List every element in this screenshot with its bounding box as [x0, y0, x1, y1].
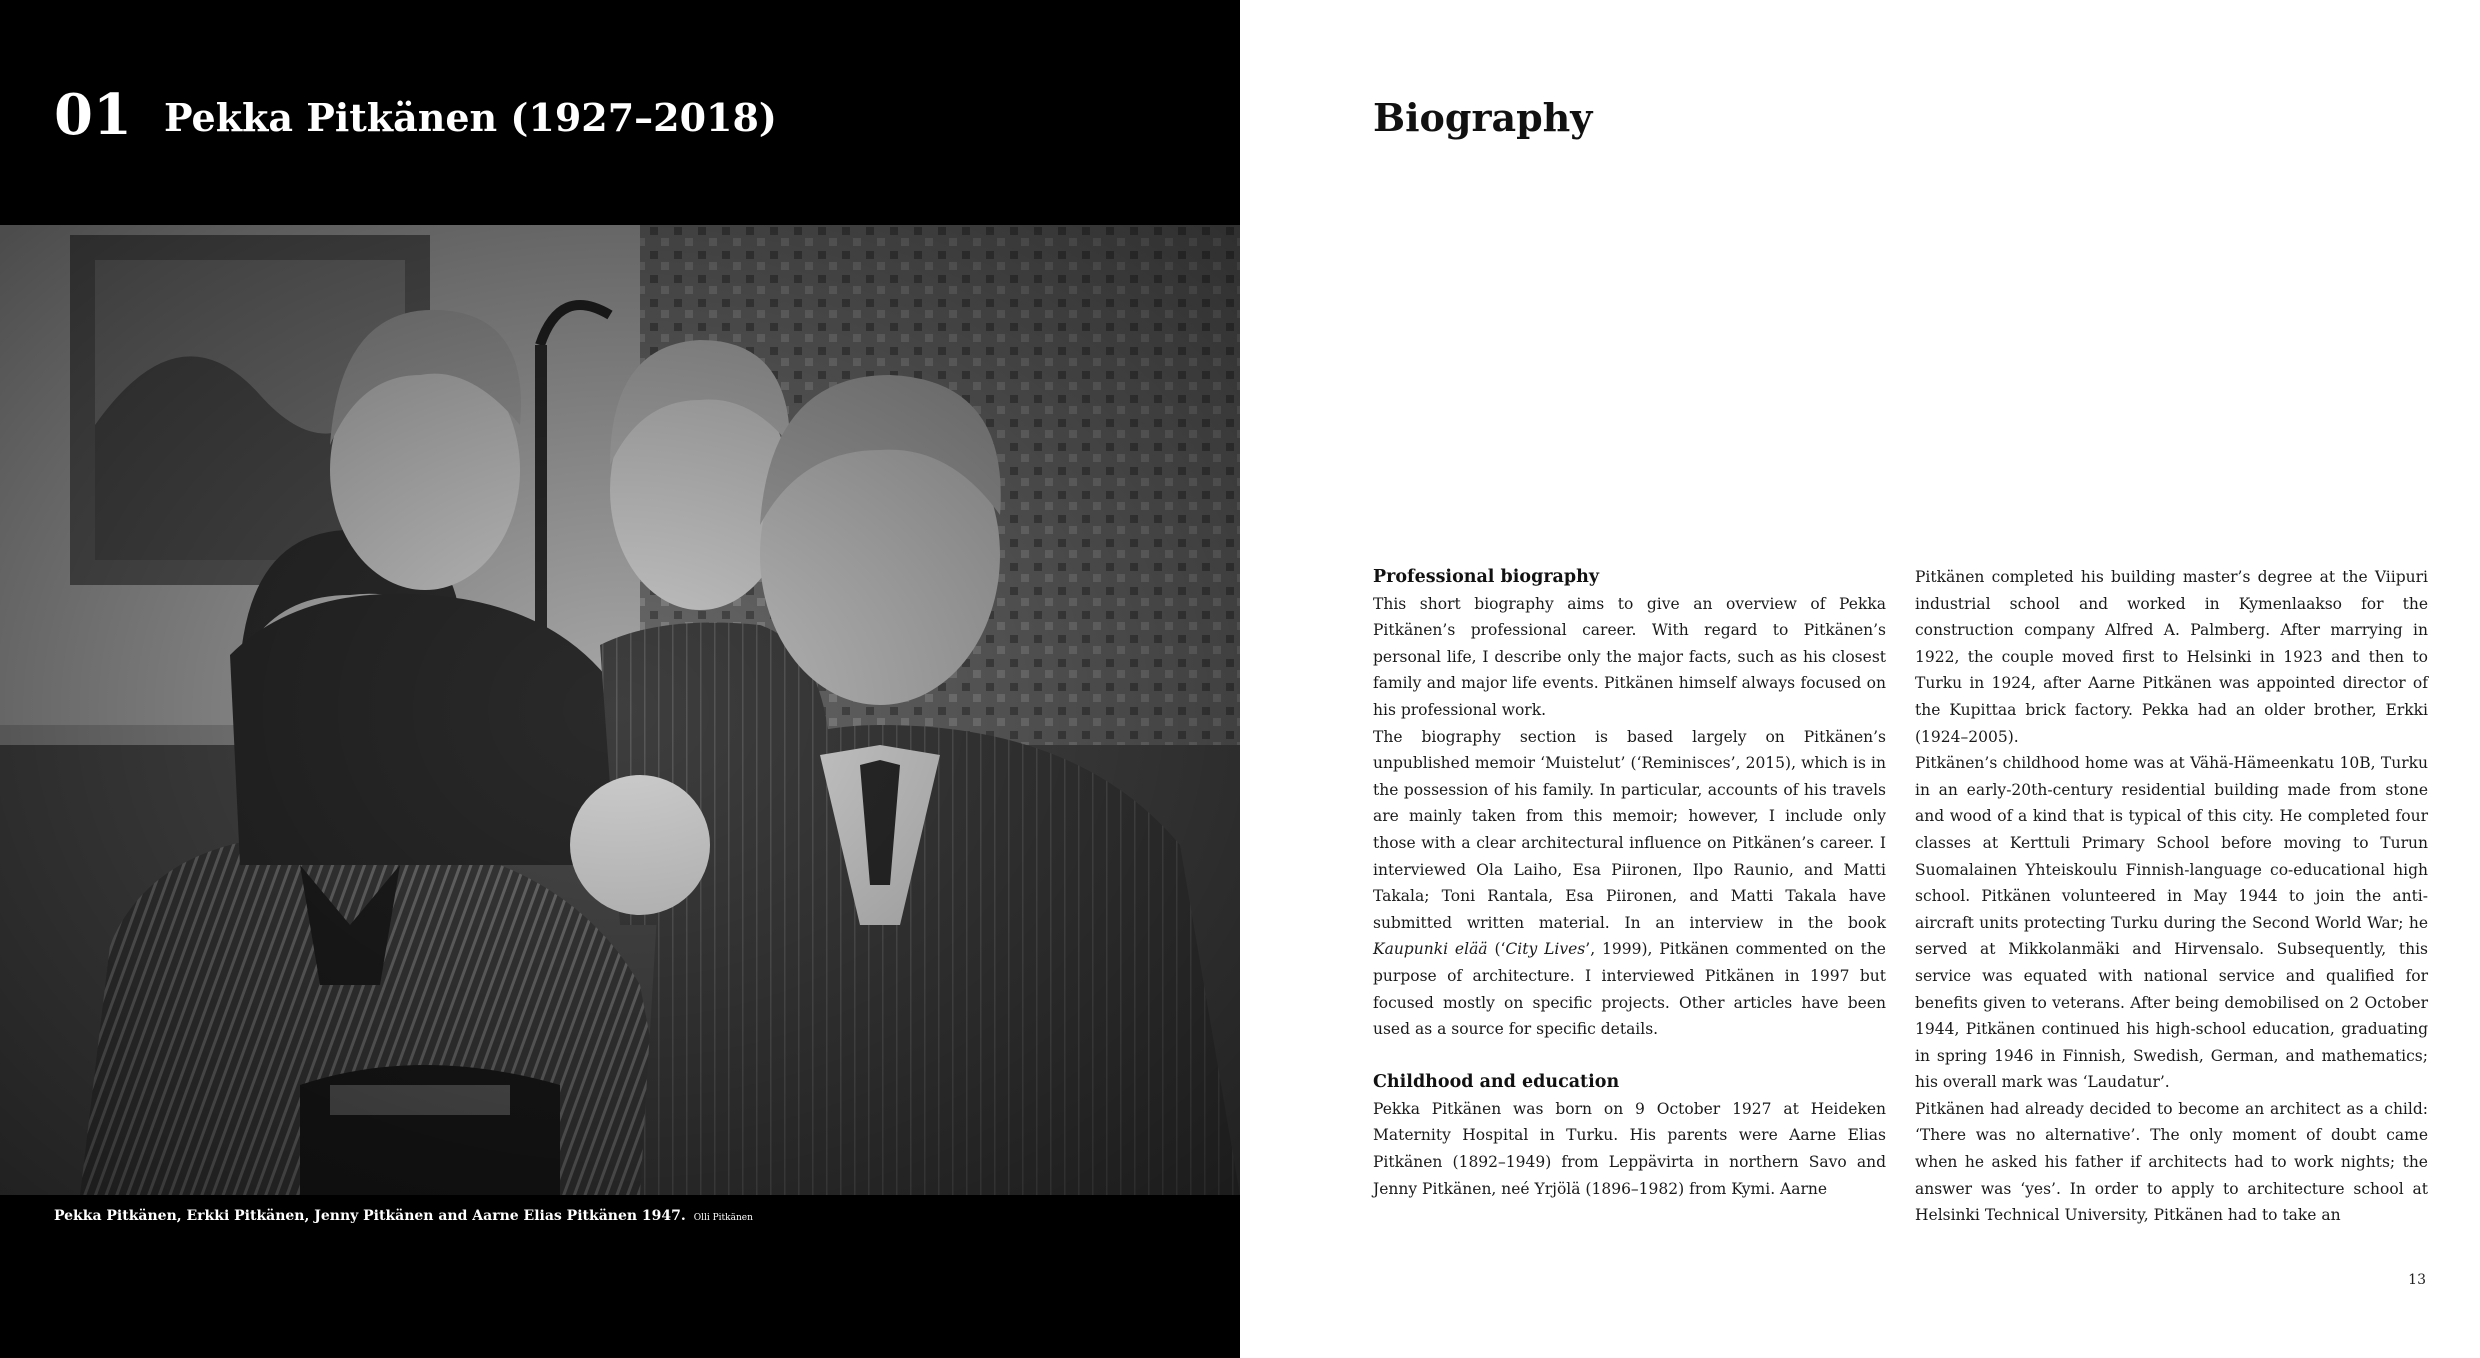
paragraph: Pekka Pitkänen was born on 9 October 1927 at Heideken Maternity Hospital in Turku. His parents were Aarne Elias Pitkänen (1892–1949) from Leppävirta in northern Savo and Jenny Pitkänen, neé Yrjölä (1896–1982) from Kymi. Aarne — [1373, 1099, 1886, 1198]
paragraph: Pitkänen’s childhood home was at Vähä-Hämeenkatu 10B, Turku in an early-20th-century residential building made from stone and wood of a kind that is typical of this city. He completed four classes at Kerttuli Primary School before moving to Turun Suomalainen Yhteiskoulu Finnish-language co-educational high school. Pitkänen volunteered in May 1944 to join the anti-aircraft units protecting Turku during the Second World War; he served at Mikkolanmäki and Hirvensalo. Subsequently, this service was equated with national service and qualified for benefits given to veterans. After being demobilised on 2 October 1944, Pitkänen continued his high-school education, graduating in spring 1946 in Finnish, Swedish, German, and mathematics; his overall mark was ‘Laudatur’. — [1915, 754, 2428, 1092]
paragraph — [1373, 724, 1886, 1043]
section-title-professional-biography: Professional biography — [1373, 567, 1600, 587]
photo-caption-text: Pekka Pitkänen, Erkki Pitkänen, Jenny Pitkänen and Aarne Elias Pitkänen 1947. — [54, 1208, 686, 1224]
text-column-2 — [1915, 564, 2428, 1229]
paragraph-text: (‘ — [1487, 940, 1506, 959]
family-photo — [0, 225, 1240, 1195]
chapter-title: Pekka Pitkänen (1927–2018) — [164, 95, 777, 140]
paragraph-text: The biography section is based largely on Pitkänen’s unpublished memoir ‘Muistelut’ (‘Reminisces’, 2015), which is in the possession of his family. In particular, accounts of his travels are mainly taken from this memoir; however, I include only those with a clear architectural influence on Pitkänen’s career. I interviewed Ola Laiho, Esa Piironen, Ilpo Raunio, and Matti Takala; Toni Rantala, Esa Piironen, and Matti Takala have submitted written material. In an interview in the book — [1373, 727, 1886, 932]
paragraph: Pitkänen completed his building master’s degree at the Viipuri industrial school and worked in Kymenlaakso for the construction company Alfred A. Palmberg. After marrying in 1922, the couple moved first to Helsinki in 1923 and then to Turku in 1924, after Aarne Pitkänen was appointed director of the Kupittaa brick factory. Pekka had an older brother, Erkki (1924–2005). — [1915, 568, 2428, 746]
paragraph: This short biography aims to give an overview of Pekka Pitkänen’s professional career. With regard to Pitkänen’s personal life, I describe only the major facts, such as his closest family and major life events. Pitkänen himself always focused on his professional work. — [1373, 594, 1886, 719]
photo-credit: Olli Pitkänen — [693, 1213, 753, 1223]
black-and-white-family-photo-icon — [0, 225, 1240, 1195]
text-columns — [1373, 564, 2428, 1229]
photo-caption — [54, 1208, 753, 1224]
spacer — [1373, 1043, 1886, 1070]
chapter-number: 01 — [54, 82, 132, 148]
book-title: Kaupunki elää — [1373, 940, 1488, 959]
right-page — [1240, 0, 2480, 1358]
page-heading: Biography — [1373, 95, 1593, 140]
paragraph: Pitkänen had already decided to become an architect as a child: ‘There was no alternative’. The only moment of doubt came when he asked his father if architects had to work nights; the answer was ‘yes’. In order to apply to architecture school at Helsinki Technical University, Pitkänen had to take an — [1915, 1099, 2428, 1225]
page-number: 13 — [2408, 1272, 2426, 1288]
section-title-childhood: Childhood and education — [1373, 1072, 1620, 1093]
paragraph-text: ’, 1999), Pitkänen commented on the purpose of architecture. I interviewed Pitkänen in 1997 but focused mostly on specific projects. Other articles have been used as a source for specific details. — [1373, 940, 1886, 1039]
book-title-english: City Lives — [1505, 940, 1586, 959]
text-column-1 — [1373, 564, 1886, 1229]
